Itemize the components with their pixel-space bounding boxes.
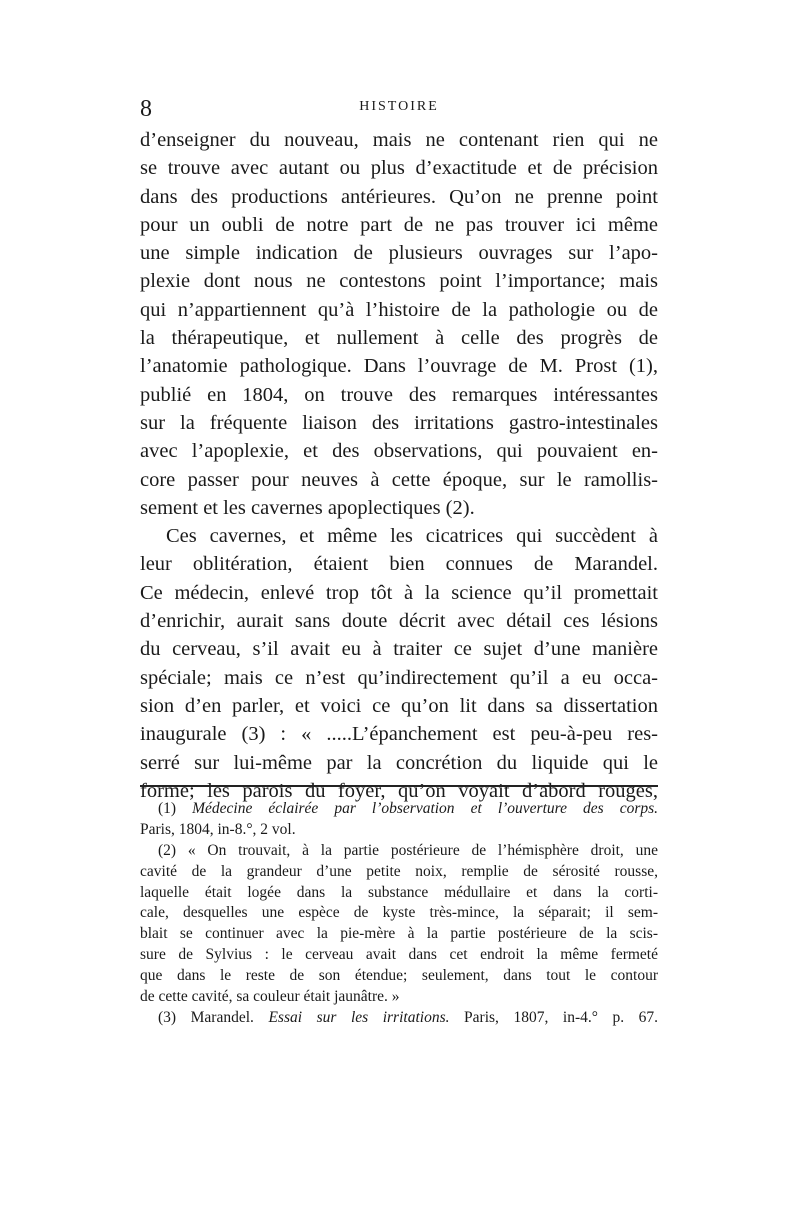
footnote-2-line: que dans le reste de son étendue; seulement, dans tout le contour [140, 967, 658, 985]
footnote-2-line: de cette cavité, sa couleur était jaunâtre. » [140, 988, 400, 1006]
text-line: core passer pour neuves à cette époque, sur le ramollis- [140, 468, 658, 491]
footnote-2-line: cale, desquelles une espèce de kyste très-mince, la séparait; il sem- [140, 904, 658, 922]
footnotes [140, 799, 658, 1029]
footnote-2-line: sure de Sylvius : le cerveau avait dans cet endroit la même fermeté [140, 946, 658, 964]
text-line: forme; les parois du foyer, qu’on voyait d’abord rouges, [140, 779, 658, 802]
main-text [140, 126, 658, 805]
footnote-marker: (3) Marandel. [158, 1008, 254, 1026]
text-line: Ces cavernes, et même les cicatrices qui succèdent à [166, 525, 658, 548]
text-line: sion d’en parler, et voici ce qu’on lit dans sa dissertation [140, 694, 658, 717]
text-line: dans des productions antérieures. Qu’on ne prenne point [140, 185, 658, 208]
footnote-2-line: blait se continuer avec la pie-mère à la partie postérieure de la scis- [140, 925, 658, 943]
page-header [140, 95, 658, 123]
footnote-rule [140, 785, 658, 787]
footnote-3 [140, 1008, 658, 1029]
text-line: Ce médecin, enlevé trop tôt à la science qu’il promettait [140, 581, 658, 604]
text-line: du cerveau, s’il avait eu à traiter ce sujet d’une manière [140, 638, 658, 661]
text-line: serré sur lui-même par la concrétion du liquide qui le [140, 751, 658, 774]
text-line: publié en 1804, on trouve des remarques intéressantes [140, 383, 658, 406]
text-line: inaugurale (3) : « .....L’épanchement est peu-à-peu res- [140, 723, 658, 746]
footnote-title: Essai sur les irritations. [268, 1008, 450, 1026]
page-number: 8 [140, 96, 152, 122]
text-line: se trouve avec autant ou plus d’exactitude et de précision [140, 157, 658, 180]
footnote-2-line: cavité de la grandeur d’une petite noix, remplie de sérosité rousse, [140, 862, 658, 880]
text-line: d’enseigner du nouveau, mais ne contenant rien qui ne [140, 129, 658, 151]
text-line: pour un oubli de notre part de ne pas trouver ici même [140, 213, 658, 236]
text-line: avec l’apoplexie, et des observations, qui pouvaient en- [140, 440, 658, 463]
text-line: sur la fréquente liaison des irritations gastro-intestinales [140, 411, 658, 434]
text-line: leur oblitération, étaient bien connues de Marandel. [140, 553, 658, 576]
text-line: l’anatomie pathologique. Dans l’ouvrage de M. Prost (1), [140, 355, 658, 378]
footnote-2-line: (2) « On trouvait, à la partie postérieure de l’hémisphère droit, une [158, 841, 658, 859]
text-line: sement et les cavernes apoplectiques (2). [140, 496, 475, 519]
text-line: qui n’appartiennent qu’à l’histoire de la pathologie ou de [140, 298, 658, 321]
footnote-rest: Paris, 1807, in-4.° p. 67. [464, 1008, 659, 1026]
text-line: une simple indication de plusieurs ouvrages sur l’apo- [140, 242, 658, 265]
footnote-title: Médecine éclairée par l’observation et l’ouverture des corps. [192, 800, 659, 817]
footnote-2-line: laquelle était logée dans la substance médullaire et dans la corti- [140, 883, 658, 901]
text-line: d’enrichir, aurait sans doute décrit avec détail ces lésions [140, 610, 658, 633]
running-head: HISTOIRE [359, 99, 439, 114]
text-line: la thérapeutique, et nullement à celle des progrès de [140, 327, 658, 350]
footnote-1-cont: Paris, 1804, in-8.°, 2 vol. [140, 820, 296, 838]
footnote-1 [140, 799, 658, 820]
footnote-marker: (1) [158, 800, 177, 817]
text-line: plexie dont nous ne contestons point l’importance; mais [140, 270, 658, 293]
text-line: spéciale; mais ce n’est qu’indirectement qu’il a eu occa- [140, 666, 658, 689]
